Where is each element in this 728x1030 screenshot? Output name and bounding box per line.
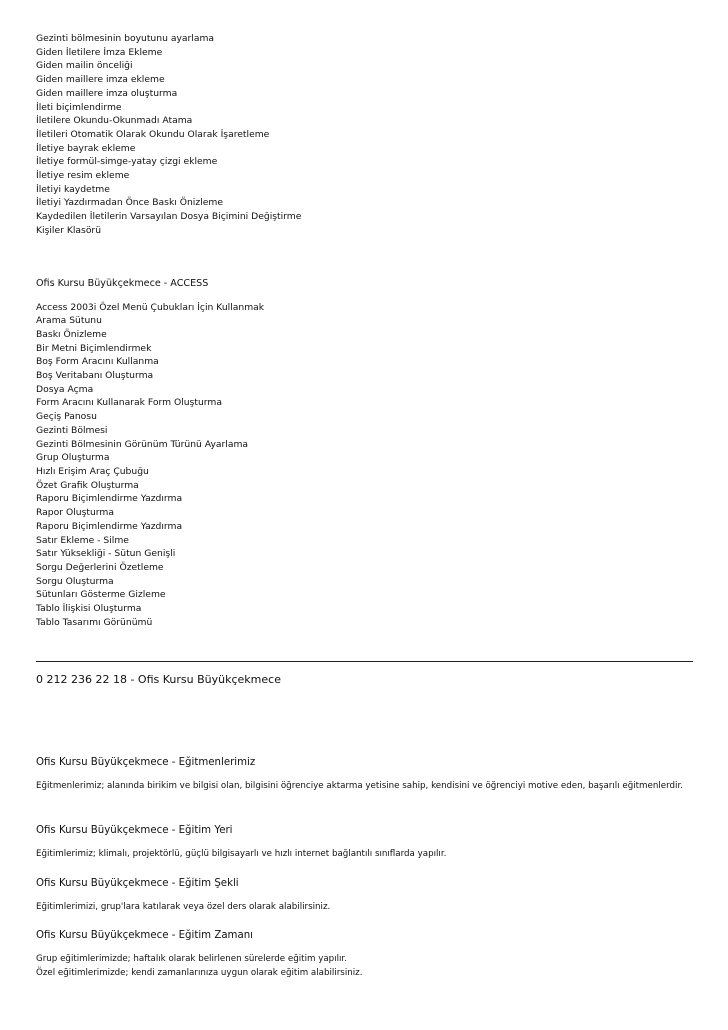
content-column	[36, 32, 692, 629]
phone-heading: 0 212 236 22 18 - Ofis Kursu Büyükçekmece	[36, 673, 281, 686]
list-item: Raporu Biçimlendirme Yazdırma	[36, 493, 183, 505]
list-item: İletileri Otomatik Olarak Okundu Olarak İşaretleme	[36, 128, 270, 140]
outlook-topic-list	[36, 32, 692, 238]
format-section	[36, 877, 692, 914]
list-item: İletilere Okundu-Okunmadı Atama	[36, 115, 193, 127]
list-item: Gezinti bölmesinin boyutunu ayarlama	[36, 33, 215, 44]
list-item: Giden mailin önceliği	[36, 60, 133, 72]
trainers-section	[36, 756, 692, 793]
trainers-text: Eğitmenlerimiz; alanında birikim ve bilgisi olan, bilgisini öğrenciye aktarma yetisine sahip, kendisini ve öğrenciyi motive eden, başarılı eğitmenlerdir.	[36, 781, 683, 791]
list-item: Bir Metni Biçimlendirmek	[36, 342, 152, 354]
place-text: Eğitimlerimiz; klimalı, projektörlü, güçlü bilgisayarlı ve hızlı internet bağlantılı sınıflarda yapılır.	[36, 849, 447, 859]
list-item: Access 2003i Özel Menü Çubukları İçin Kullanmak	[36, 301, 265, 313]
format-text: Eğitimlerimizi, grup'lara katılarak veya özel ders olarak alabilirsiniz.	[36, 902, 331, 912]
place-section	[36, 824, 692, 861]
access-topic-list	[36, 301, 692, 630]
list-item: Satır Yüksekliği - Sütun Genişli	[36, 548, 176, 560]
horizontal-divider	[36, 661, 693, 662]
list-item: Hızlı Erişim Araç Çubuğu	[36, 465, 149, 477]
list-item: Geçiş Panosu	[36, 411, 97, 423]
list-item: Form Aracını Kullanarak Form Oluşturma	[36, 397, 222, 409]
list-item: Kişiler Klasörü	[36, 224, 102, 236]
time-section	[36, 929, 692, 980]
list-item: İleti biçimlendirme	[36, 101, 122, 113]
list-item: Giden İletilere İmza Ekleme	[36, 46, 163, 58]
list-item: Raporu Biçimlendirme Yazdırma	[36, 520, 183, 532]
list-item: Sütunları Gösterme Gizleme	[36, 589, 166, 601]
list-item: Sorgu Değerlerini Özetleme	[36, 561, 164, 573]
list-item: Sorgu Oluşturma	[36, 575, 114, 587]
time-title: Ofis Kursu Büyükçekmece - Eğitim Zamanı	[36, 930, 254, 941]
list-item: İletiyi kaydetme	[36, 183, 110, 195]
time-text-private: Özel eğitimlerimizde; kendi zamanlarınıza uygun olarak eğitim alabilirsiniz.	[36, 968, 363, 978]
list-item: Gezinti Bölmesinin Görünüm Türünü Ayarlama	[36, 438, 249, 450]
list-item: Boş Form Aracını Kullanma	[36, 356, 159, 368]
list-item: İletiye resim ekleme	[36, 170, 130, 182]
list-item: Satır Ekleme - Silme	[36, 534, 129, 546]
time-text-group: Grup eğitimlerimizde; haftalık olarak belirlenen sürelerde eğitim yapılır.	[36, 954, 347, 964]
list-item: Gezinti Bölmesi	[36, 424, 108, 436]
list-item: Arama Sütunu	[36, 315, 102, 327]
list-item: Özet Grafik Oluşturma	[36, 479, 139, 491]
list-item: Giden maillere imza oluşturma	[36, 87, 178, 99]
format-title: Ofis Kursu Büyükçekmece - Eğitim Şekli	[36, 878, 239, 889]
list-item: İletiye bayrak ekleme	[36, 142, 136, 154]
list-item: İletiyi Yazdırmadan Önce Baskı Önizleme	[36, 197, 223, 209]
list-item: Grup Oluşturma	[36, 452, 110, 464]
list-item: Giden maillere imza ekleme	[36, 74, 165, 86]
list-item: Baskı Önizleme	[36, 328, 107, 340]
list-item: Boş Veritabanı Oluşturma	[36, 370, 154, 382]
access-section-title: Ofis Kursu Büyükçekmece - ACCESS	[36, 277, 209, 289]
list-item: Tablo Tasarımı Görünümü	[36, 616, 153, 628]
list-item: İletiye formül-simge-yatay çizgi ekleme	[36, 156, 218, 168]
list-item: Rapor Oluşturma	[36, 507, 114, 519]
trainers-title: Ofis Kursu Büyükçekmece - Eğitmenlerimiz	[36, 757, 256, 768]
list-item: Tablo İlişkisi Oluşturma	[36, 603, 142, 615]
list-item: Dosya Açma	[36, 383, 94, 395]
place-title: Ofis Kursu Büyükçekmece - Eğitim Yeri	[36, 825, 233, 836]
list-item: Kaydedilen İletilerin Varsayılan Dosya Biçimini Değiştirme	[36, 211, 302, 223]
